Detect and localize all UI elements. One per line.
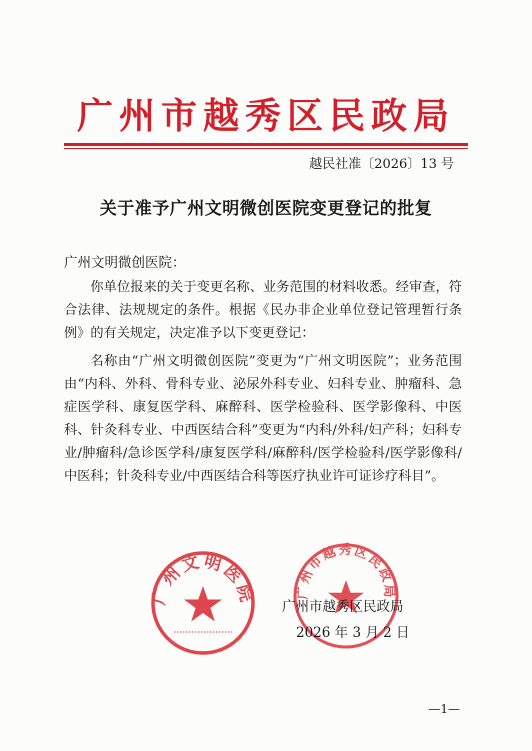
recipient-line: 广州文明微创医院： bbox=[64, 255, 186, 271]
page-number: —1— bbox=[428, 702, 460, 716]
agency-header-title: 广州市越秀区民政局 bbox=[76, 95, 455, 137]
document-title: 关于准予广州文明微创医院变更登记的批复 bbox=[99, 199, 433, 219]
issue-date: 2026 年 3 月 2 日 bbox=[296, 625, 410, 641]
header-red-rule-thick bbox=[64, 143, 468, 146]
body-paragraph-1: 你单位报来的关于变更名称、业务范围的材料收悉。经审查，符合法律、法规规定的条件。根据《民办非企业单位登记管理暂行条例》的有关规定，决定准予以下变更登记： bbox=[64, 280, 462, 341]
header-red-rule-thin bbox=[64, 148, 468, 149]
hospital-seal-text: 广州文明医院 bbox=[149, 551, 257, 607]
hospital-seal-graphic bbox=[148, 548, 258, 658]
document-number: 越民社准〔2026〕13 号 bbox=[309, 157, 454, 172]
agency-seal-text: 广州市越秀区民政局 bbox=[295, 543, 397, 600]
issuer-signature: 广州市越秀区民政局 bbox=[282, 599, 404, 615]
hospital-seal-stamp bbox=[148, 548, 258, 658]
body-paragraph-2: 名称由“广州文明微创医院”变更为“广州文明医院”；业务范围由“内科、外科、骨科专业、泌尿外科专业、妇科专业、肿瘤科、急症医学科、康复医学科、麻醉科、医学检验科、医学影像科、中医科、针灸科专业、中西医结合科”变更为“内科/外科/妇产科；妇科专业/肿瘤科/急诊医学科/康复医学科/麻醉科/医学检验科/医学影像科/中医科；针灸科专业/中西医结合科等医疗执业许可证诊疗科目”。 bbox=[64, 354, 462, 484]
